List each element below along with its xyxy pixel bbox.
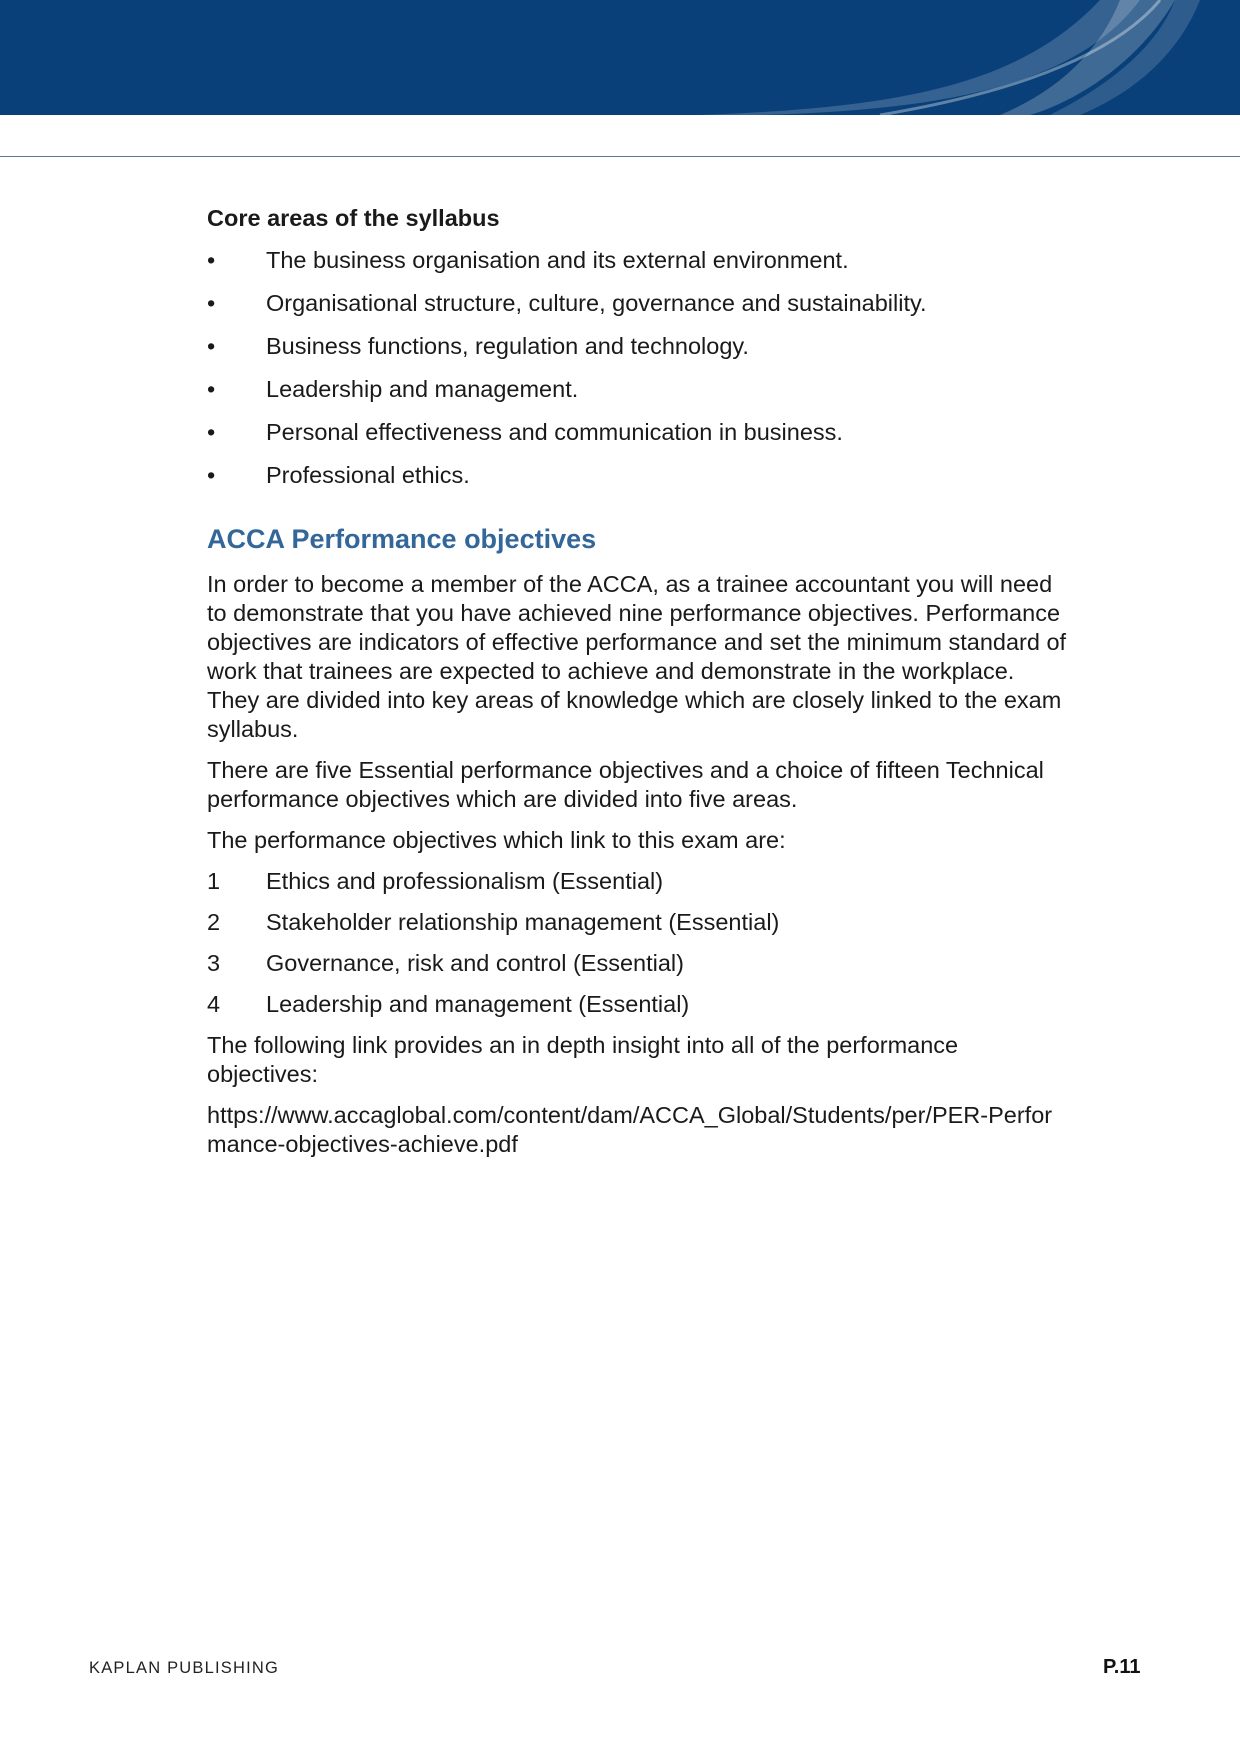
list-item-text: The business organisation and its external environment. [266,247,849,273]
objectives-list [207,867,1067,1019]
list-item-text: Business functions, regulation and technology. [266,333,749,359]
list-item [207,867,1067,896]
list-item [207,990,1067,1019]
list-item [207,246,1067,275]
list-item-number: 1 [207,868,221,894]
header-banner [0,0,1240,115]
banner-swoosh-graphic [0,0,1240,115]
list-item [207,332,1067,361]
essential-paragraph: There are five Essential performance objectives and a choice of fifteen Technical performance objectives which are divided into five areas. [207,757,1044,812]
list-item-text: Leadership and management. [266,376,579,402]
link-description-paragraph: The following link provides an in depth insight into all of the performance objectives: [207,1032,959,1087]
bullet-icon: • [207,290,216,316]
list-item [207,375,1067,404]
core-areas-list [207,246,1067,490]
link-intro-paragraph: The performance objectives which link to this exam are: [207,827,786,853]
performance-objectives-heading: ACCA Performance objectives [207,524,597,554]
bullet-icon: • [207,247,216,273]
core-areas-heading: Core areas of the syllabus [207,205,500,231]
bullet-icon: • [207,462,216,488]
list-item [207,461,1067,490]
list-item-number: 2 [207,909,221,935]
list-item-text: Governance, risk and control (Essential) [266,950,684,976]
footer-publisher: KAPLAN PUBLISHING [89,1659,280,1677]
bullet-icon: • [207,419,216,445]
page-content [207,204,1067,1171]
list-item-text: Organisational structure, culture, governance and sustainability. [266,290,927,316]
list-item [207,908,1067,937]
list-item-text: Personal effectiveness and communication in business. [266,419,843,445]
bullet-icon: • [207,376,216,402]
page-number: P.11 [1103,1656,1141,1678]
list-item-text: Stakeholder relationship management (Essential) [266,909,780,935]
bullet-icon: • [207,333,216,359]
list-item-text: Ethics and professionalism (Essential) [266,868,664,894]
intro-paragraph: In order to become a member of the ACCA, as a trainee accountant you will need to demonstrate that you have achieved nine performance objectives. Performance objectives are indicators of effective performance and set the minimum standard of work that trainees are expected to achieve and demonstrate in the workplace. They are divided into key areas of knowledge which are closely linked to the exam syllabus. [207,571,1067,742]
objectives-url-link[interactable]: https://www.accaglobal.com/content/dam/ACCA_Global/Students/per/PER-Performance-objectives-achieve.pdf [207,1102,1053,1157]
list-item-number: 4 [207,991,221,1017]
list-item [207,289,1067,318]
list-item [207,949,1067,978]
header-rule [0,156,1240,157]
list-item-text: Professional ethics. [266,462,470,488]
list-item [207,418,1067,447]
list-item-text: Leadership and management (Essential) [266,991,690,1017]
list-item-number: 3 [207,950,221,976]
